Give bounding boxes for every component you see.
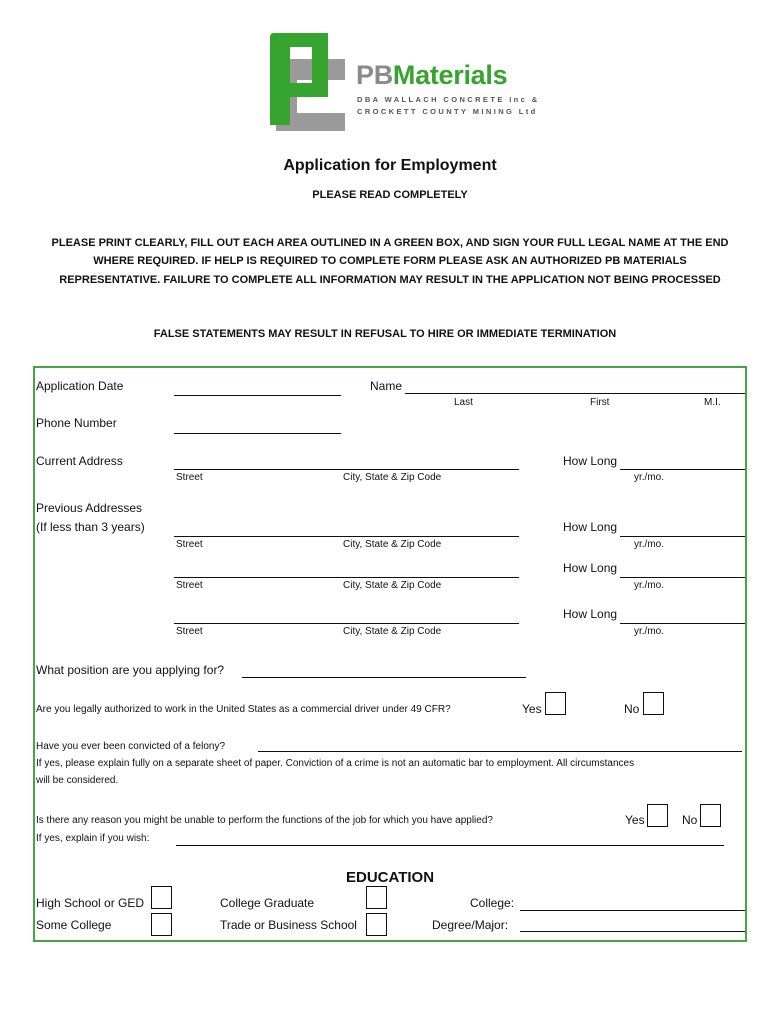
instructions-line-1: PLEASE PRINT CLEARLY, FILL OUT EACH AREA OUTLINED IN A GREEN BOX, AND SIGN YOUR FULL LEGAL NAME AT THE END: [51, 237, 729, 249]
yr-mo-caption: yr./mo.: [634, 626, 665, 637]
position-field[interactable]: [242, 677, 526, 678]
high-school-checkbox[interactable]: [151, 886, 172, 909]
how-long-label: How Long: [563, 520, 618, 534]
application-date-field[interactable]: [174, 395, 341, 396]
authorized-no-label: No: [624, 702, 640, 716]
page-title: Application for Employment: [283, 157, 497, 174]
yr-mo-caption: yr./mo.: [634, 472, 665, 483]
authorized-yes-label: Yes: [522, 702, 542, 716]
current-address-label: Current Address: [36, 454, 123, 468]
previous-addresses-label: Previous Addresses: [36, 501, 143, 515]
phone-label: Phone Number: [36, 416, 117, 430]
felony-explain-line-1: If yes, please explain fully on a separate sheet of paper. Conviction of a crime is not an automatic bar to employment. All circumstances: [36, 758, 635, 769]
how-long-field[interactable]: [620, 623, 745, 624]
instructions-line-2: WHERE REQUIRED. IF HELP IS REQUIRED TO COMPLETE FORM PLEASE ASK AN AUTHORIZED PB MATERIALS: [93, 255, 687, 267]
previous-address-3-field[interactable]: [174, 623, 519, 624]
application-date-label: Application Date: [36, 379, 124, 393]
high-school-label: High School or GED: [36, 896, 145, 910]
authorized-question: Are you legally authorized to work in the United States as a commercial driver under 49 CFR?: [36, 704, 451, 715]
street-caption: Street: [176, 472, 203, 483]
unable-yes-checkbox[interactable]: [647, 804, 668, 827]
read-completely: PLEASE READ COMPLETELY: [312, 189, 468, 201]
felony-question: Have you ever been convicted of a felony?: [36, 741, 226, 752]
current-address-field[interactable]: [174, 469, 519, 470]
how-long-field[interactable]: [620, 536, 745, 537]
city-state-zip-caption: City, State & Zip Code: [343, 626, 442, 637]
degree-major-label: Degree/Major:: [432, 918, 509, 932]
some-college-label: Some College: [36, 918, 112, 932]
phone-field[interactable]: [174, 433, 341, 434]
if-less-than-3-years-label: (If less than 3 years): [36, 520, 145, 534]
brand-subline-1: DBA WALLACH CONCRETE Inc &: [357, 95, 540, 104]
college-graduate-label: College Graduate: [220, 896, 315, 910]
brand-name: PBMaterials: [356, 60, 508, 90]
previous-address-2-field[interactable]: [174, 577, 519, 578]
explain-wish-label: If yes, explain if you wish:: [36, 833, 150, 844]
how-long-field[interactable]: [620, 469, 745, 470]
authorized-yes-checkbox[interactable]: [545, 692, 566, 715]
application-form-box: [33, 366, 747, 942]
city-state-zip-caption: City, State & Zip Code: [343, 580, 442, 591]
yr-mo-caption: yr./mo.: [634, 580, 665, 591]
trade-school-label: Trade or Business School: [220, 918, 357, 932]
unable-no-checkbox[interactable]: [700, 804, 721, 827]
explain-wish-field[interactable]: [176, 845, 724, 846]
instructions-line-3: REPRESENTATIVE. FAILURE TO COMPLETE ALL INFORMATION MAY RESULT IN THE APPLICATION NOT BEING PROCESSED: [59, 274, 721, 286]
how-long-label: How Long: [563, 561, 618, 575]
last-name-caption: Last: [454, 397, 473, 408]
some-college-checkbox[interactable]: [151, 913, 172, 936]
authorized-no-checkbox[interactable]: [643, 692, 664, 715]
pb-logo-icon: [270, 33, 345, 131]
unable-question: Is there any reason you might be unable to perform the functions of the job for which you have applied?: [36, 815, 493, 826]
unable-yes-label: Yes: [625, 813, 645, 827]
college-field[interactable]: [520, 910, 745, 911]
street-caption: Street: [176, 626, 203, 637]
how-long-field[interactable]: [620, 577, 745, 578]
college-graduate-checkbox[interactable]: [366, 886, 387, 909]
felony-field[interactable]: [258, 751, 742, 752]
middle-initial-caption: M.I.: [704, 397, 721, 408]
education-heading: EDUCATION: [346, 869, 435, 886]
felony-explain-line-2: will be considered.: [36, 775, 119, 786]
first-name-caption: First: [590, 397, 610, 408]
trade-school-checkbox[interactable]: [366, 913, 387, 936]
yr-mo-caption: yr./mo.: [634, 539, 665, 550]
brand-subline-2: CROCKETT COUNTY MINING Ltd: [357, 107, 538, 116]
how-long-label: How Long: [563, 454, 618, 468]
position-label: What position are you applying for?: [36, 663, 225, 677]
how-long-label: How Long: [563, 607, 618, 621]
previous-address-1-field[interactable]: [174, 536, 519, 537]
city-state-zip-caption: City, State & Zip Code: [343, 472, 442, 483]
false-statement-warning: FALSE STATEMENTS MAY RESULT IN REFUSAL TO HIRE OR IMMEDIATE TERMINATION: [153, 328, 617, 340]
unable-no-label: No: [682, 813, 698, 827]
college-label: College:: [470, 896, 515, 910]
degree-major-field[interactable]: [520, 931, 745, 932]
city-state-zip-caption: City, State & Zip Code: [343, 539, 442, 550]
street-caption: Street: [176, 539, 203, 550]
name-label: Name: [370, 379, 403, 393]
street-caption: Street: [176, 580, 203, 591]
name-field[interactable]: [405, 393, 745, 394]
